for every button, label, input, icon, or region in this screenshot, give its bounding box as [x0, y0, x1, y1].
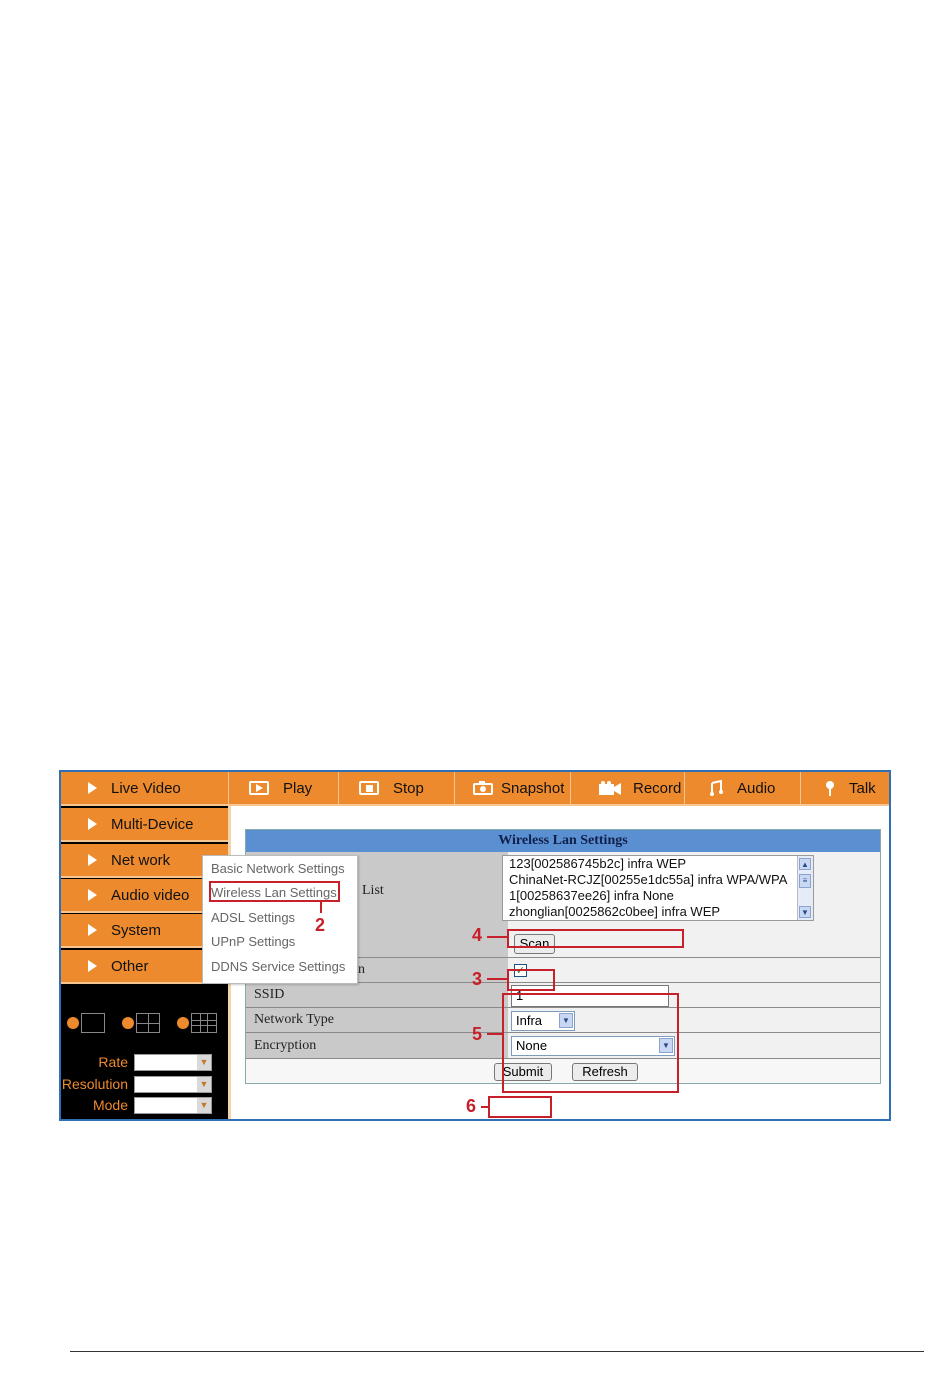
layout-quad-option[interactable] [122, 1013, 160, 1033]
radio-dot-icon [67, 1017, 79, 1029]
panel-title: Wireless Lan Settings [246, 830, 880, 852]
submit-button[interactable]: Submit [494, 1063, 552, 1081]
rate-select[interactable] [134, 1054, 212, 1071]
using-wireless-cell [508, 958, 880, 982]
annotation-box-wireless-fields [502, 993, 679, 1093]
resolution-label: Resolution [61, 1076, 128, 1092]
snapshot-label: Snapshot [501, 779, 565, 797]
play-triangle-icon [88, 889, 97, 901]
layout-nine-option[interactable] [177, 1013, 217, 1033]
rate-control [61, 1052, 228, 1072]
stop-icon [359, 781, 379, 795]
annotation-box-scan [507, 969, 555, 991]
toolbar [228, 772, 891, 806]
submenu-item-wireless-lan[interactable]: Wireless Lan Settings [211, 885, 337, 900]
stop-button[interactable] [338, 772, 454, 804]
annotation-leader [487, 978, 507, 980]
list-item[interactable]: ChinaNet-RCJZ[00255e1dc55a] infra WPA/WPA [509, 872, 788, 887]
chevron-down-icon: ▼ [659, 1038, 673, 1053]
camera-icon [473, 781, 493, 795]
annotation-number-5: 5 [472, 1024, 483, 1044]
stop-label: Stop [393, 779, 424, 797]
submenu-item-adsl[interactable]: ADSL Settings [211, 910, 296, 925]
annotation-number-3: 3 [472, 969, 483, 989]
annotation-leader [487, 936, 507, 938]
network-type-label: Network Type [246, 1008, 508, 1032]
play-triangle-icon [88, 818, 97, 830]
submenu-item-basic-network[interactable]: Basic Network Settings [211, 861, 345, 876]
list-item[interactable]: 1[00258637ee26] infra None [509, 888, 674, 903]
encryption-value: None [516, 1038, 548, 1053]
mode-label: Mode [92, 1097, 128, 1113]
scroll-up-icon[interactable]: ▲ [799, 858, 811, 870]
audio-label: Audio [737, 779, 776, 797]
radio-dot-icon [177, 1017, 189, 1029]
microphone-icon [825, 780, 835, 796]
play-label: Play [283, 779, 313, 797]
annotation-box-selected-network [507, 929, 684, 948]
resolution-control [61, 1074, 228, 1094]
scan-button[interactable]: Scan [514, 934, 555, 954]
rate-label: Rate [98, 1054, 128, 1070]
network-type-value: Infra [516, 1013, 543, 1028]
ssid-label: SSID [246, 983, 508, 1007]
sidebar-item-label: Multi-Device [111, 815, 194, 833]
network-list-label: List [246, 852, 508, 929]
music-note-icon [709, 780, 723, 796]
play-triangle-icon [88, 854, 97, 866]
snapshot-button[interactable] [454, 772, 570, 804]
camera-web-ui [59, 770, 891, 1121]
annotation-number-4: 4 [472, 925, 483, 945]
using-wireless-checkbox[interactable]: ✓ [515, 964, 526, 977]
annotation-leader [320, 902, 322, 913]
play-triangle-icon [88, 960, 97, 972]
submenu-item-upnp[interactable]: UPnP Settings [211, 934, 296, 949]
chevron-down-icon: ▼ [559, 1013, 573, 1028]
play-button[interactable] [228, 772, 338, 804]
nine-view-icon [191, 1013, 217, 1033]
annotation-number-2: 2 [315, 915, 326, 935]
listbox-scrollbar[interactable] [797, 856, 813, 920]
quad-view-icon [136, 1013, 160, 1033]
sidebar-item-label: Live Video [111, 779, 181, 797]
radio-dot-icon [122, 1017, 134, 1029]
annotation-number-6: 6 [466, 1096, 477, 1116]
scroll-down-icon[interactable]: ▼ [799, 906, 811, 918]
single-view-icon [81, 1013, 105, 1033]
talk-button[interactable] [800, 772, 891, 804]
sidebar-item-multi-device[interactable] [61, 808, 228, 842]
ssid-input[interactable]: 1 [511, 985, 669, 1007]
layout-single-option[interactable] [67, 1013, 105, 1033]
record-button[interactable] [570, 772, 684, 804]
resolution-select[interactable] [134, 1076, 212, 1093]
sidebar-item-label: Audio video [111, 886, 190, 904]
annotation-box-submit [488, 1096, 552, 1118]
scroll-thumb[interactable]: ≡ [799, 874, 811, 888]
sidebar-item-label: Other [111, 957, 149, 975]
audio-button[interactable] [684, 772, 800, 804]
list-item[interactable]: zhonglian[0025862c0bee] infra WEP [509, 904, 721, 919]
talk-label: Talk [849, 779, 876, 797]
page-footer-rule [70, 1351, 924, 1352]
network-submenu [202, 855, 358, 984]
annotation-box-wireless-menu [209, 881, 340, 902]
record-label: Record [633, 779, 682, 797]
annotation-leader [487, 1033, 502, 1035]
refresh-button[interactable]: Refresh [572, 1063, 638, 1081]
video-camera-icon [599, 781, 621, 795]
submenu-item-ddns[interactable]: DDNS Service Settings [211, 959, 346, 974]
view-controls [61, 985, 228, 1121]
sidebar-item-label: System [111, 921, 162, 939]
annotation-leader [481, 1106, 488, 1108]
play-triangle-icon [88, 782, 97, 794]
list-item[interactable]: 123[002586745b2c] infra WEP [509, 856, 687, 871]
play-icon [249, 781, 269, 795]
chevron-down-icon: ▼ [197, 1055, 211, 1070]
encryption-label: Encryption [246, 1033, 508, 1058]
chevron-down-icon: ▼ [197, 1077, 211, 1092]
play-triangle-icon [88, 924, 97, 936]
chevron-down-icon: ▼ [197, 1098, 211, 1113]
using-wireless-label: n [246, 958, 508, 982]
mode-control [61, 1095, 228, 1115]
mode-select[interactable] [134, 1097, 212, 1114]
network-listbox[interactable] [502, 855, 814, 921]
sidebar-item-label: Net work [111, 851, 171, 869]
sidebar-item-live-video[interactable] [61, 772, 228, 806]
